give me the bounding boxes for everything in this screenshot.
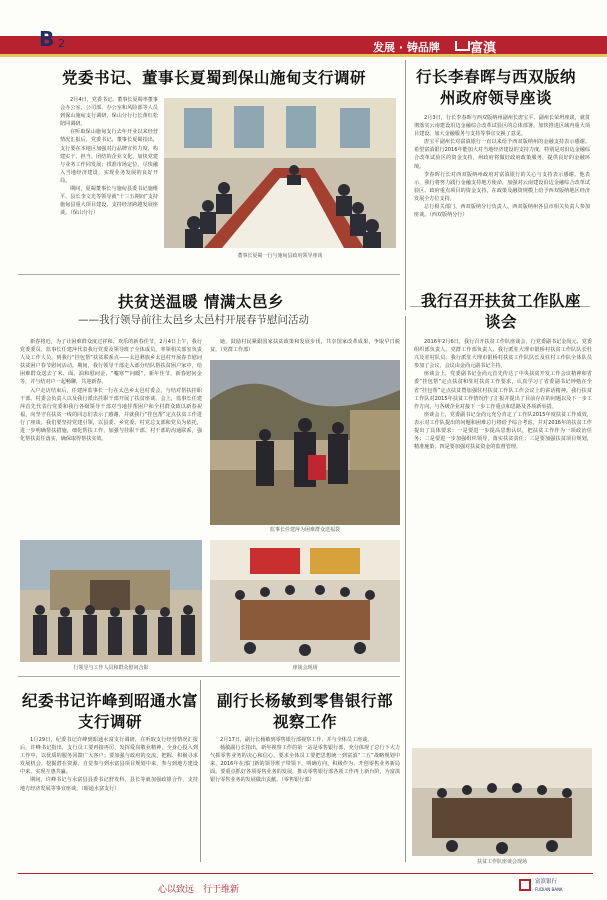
section-rule [18,676,400,677]
brand-name: 富滇 [470,41,497,56]
article-title: 扶贫送温暖 情满太邑乡 [118,292,284,311]
section-title: 发展 · 铸品牌 [373,41,440,54]
article-body: 2016年2月6日，我行召开扶贫工作队座谈会，行党委副书记金尚元、党委组织部负责人、党群工作部负责人、我行派驻大理市银桥村扶贫工作队队长杜兴及驻村队员、我行派驻大理市银桥村扶贫工作队队长及驻村工作队全体队员参加了会议，会议由金尚元副书记主持。 座谈会上，党委副书记金尚元首先传达了中央扶贫开发工作会议精神和省委“挂包帮”定点扶贫和驻村扶贫工作要求，认真学习了省委副书记钟勉在全省“挂包帮”定点扶贫暨加强驻村扶贫工作队工作会议上的讲话精神。我行扶贫工作队对2015年扶贫工作情况作了汇报并提出了目前存在的问题以及下一步工作方向，与各级企业对接下一步工作重点和思路及各项新举措。 座谈会上，党委副书记金尚元充分肯定了工作队2015年度扶贫工作成效，表示对工作队提出的问题和困难总行将给予综合考虑，并对2016年的扶贫工作提出了具体要求：一是要进一步提高思想认识，把扶贫工作作为一项政治任务；二是要进一步加强组织领导，落实扶贫责任；三是要加强扶贫项目规划，精准施策；四是要加强对扶贫资金的监督管理。 [414,339,592,451]
column-divider [200,680,201,862]
footer-slogan: 心以致远 行于维新 [158,885,240,895]
footer-rule [18,873,593,874]
photo-caption: 监事长任建萍为困难群众送福袋 [269,527,340,533]
header-strip [0,54,607,57]
header-band [0,36,607,54]
column-divider [405,60,406,310]
article-title: 我行召开扶贫工作队座谈会 [420,291,581,331]
article-body: 2月4日，党委书记、董事长夏蜀率董事会办公室、公司部、办公室和风险部等人员到保山施甸支行调研，保山分行行长黄红松陪同调研。 在听取保山施甸支行去年开业以来经营情况汇报后，党委书记、董事长夏蜀指出，支行要在本地区加强对行品牌宣传力度，构建实干、担当、团结的企业文化，加快党建与业务工作同发展；找准市场定位，尽快融入当地经济建设，实现业务发展的良好开局。 期间，夏蜀董事长与施甸县委书记施维平、县长李文光等领导就“十三五期间”支持施甸县重大项目建设、支持经济跨越发展座谈。（保山分行） [60,97,158,217]
article-title: 副行长杨敏到零售银行部视察工作 [216,691,393,731]
article-title: 行长李春晖与西双版纳州政府领导座谈 [416,67,577,107]
photo-caption: 董事长夏蜀一行与施甸县政府领导座谈 [237,253,323,259]
photo-caption: 行领导与工作人员和群众慰问合影 [73,665,149,671]
group-photo [20,540,202,662]
meeting-room-photo [210,540,400,662]
article-body: 1月29日，纪委书记许峰到昭通水富支行调研，在听取支行经营情况汇报后，许峰书记指出，支行员工要再接再厉，发挥爱岗敬业精神，全身心投入到工作中，以优质的服务回馈广大客户；要加强与政府的交流，把握、积极寻求发展机会，挖掘潜在资源，自觉参与到水富县项目规划中来，参与到地方建设中来，实现互惠共赢。 期间，许峰书记与水富县县委书记舒发科，县长等就加强政银合作，支持地方经济发展等事宜座谈。（昭通水富支行） [20,737,198,792]
page-number: B [39,27,55,51]
article-subtitle: ——我行领导前往太邑乡太邑村开展春节慰问活动 [78,314,309,326]
page-number-sub: 2 [58,37,65,50]
article-body: 她，鼓励村民紧跟国家扶贫政策和发展步伐，共享国家改革成果，争取早日脱贫。（党群工作部） [210,339,400,354]
article-title: 纪委书记许峰到昭通水富支行调研 [22,691,199,731]
footer-bank-name: 富滇银行 FUDIAN BANK [535,879,563,892]
article-body: 2月17日，副行长杨敏到零售银行部视察工作，并与全体员工座谈。 杨敏副行长指出，新年视察工作的第一站是零售银行部，充分体现了总行下大力气抓零售业务的决心和信心。要求全体员工要把思想统一到富滇“二五”战略规划中来，2016年在部门新的领导班子带领下，明确方向，积极作为，开创零售业务新局面。要重点抓好各项零售业务的发展，推动零售银行部各项工作再上新台阶，为富滇银行零售业务的发展做出贡献。（零售银行部） [210,737,400,784]
meeting-photo [164,98,396,248]
team-meeting-photo [412,748,592,856]
section-rule [18,274,400,275]
article-title: 党委书记、董事长夏蜀到保山施甸支行调研 [62,68,367,87]
brand-logo-icon [455,41,470,51]
column-divider [405,316,406,862]
photo-caption: 座谈会现场 [292,665,318,671]
bank-logo-icon [519,879,531,891]
article-body: 2月3日，行长李春晖与西双版纳州副州长唐宝平、副州长荣坍座谈，就贯彻落实云南建设沿边金融综合改革试验区的总体部署，加快推进区域内重大项目建设、加大金融服务与支持等事宜交换了意见。 唐宝平副州长对富滇银行一直以来给予西双版纳州的金融支持表示感谢。希望富滇银行2016年能加大对当地经济建设的支持力度，特别是对沿边金融综合改革试验区的资金支持，州政府将做好政府政策服务，提供良好的金融环境。 李春晖行长对西双版纳州政府对富滇银行的关心与支持表示感谢。他表示，我行将努力践行金融支持地方使命，加强对云南建设沿边金融综合改革试验区、政府重点项目的资金支持，在政策及融资规模上给予西双版纳地区经济发展全方位支持。 总行相关部门、西双版纳分行负责人、西双版纳州各县市相关负责人参加座谈。（西双版纳分行） [414,115,590,219]
photo-caption: 扶贫工作队座谈会现场 [476,859,527,865]
article-body: 新春将近，为了让困难群众度过祥和、欢乐的新春佳节，2月4日上午，我行党委委员、监事长任建萍代表我行党委及领导班子全体成员，率领相关部室负责人及工作人员，到我行“挂包帮”扶贫联系点——太邑彝族乡太邑村开展春节慰问扶贫困户春节慰问活动。期间，我行领导干部走入部分结队帮扶贫困户家中，给困难群众送去了米、面、油和慰问金，“嘘寒”“问暖”，新年佳节，新春慰问金等，并与结对户一起畅聊，共迎新春。 入户走访结束后，任建萍监事长一行在太邑乡太邑村委会，与结对帮扶挂职干部、村委会负责人以及我行派出挂职干部开展了扶贫座谈，会上，监事长任建萍首先代表行党委和我行各级领导干部对当地挂帮困户和全村群众致以新春祝福，向坚守在扶贫一线的同志们表示了感谢，并就我行“挂包帮”定点扶贫工作进行了座谈。我们要坚持党建引领，以县委、乡党委、村党总支部和党员为依托，进一步明确帮扶措施，细化帮扶工作，加强与挂职干部、村干部的沟通联系，强化帮扶责任落实，确保取得帮扶实效。 [20,339,202,443]
relief-photo [210,360,400,525]
